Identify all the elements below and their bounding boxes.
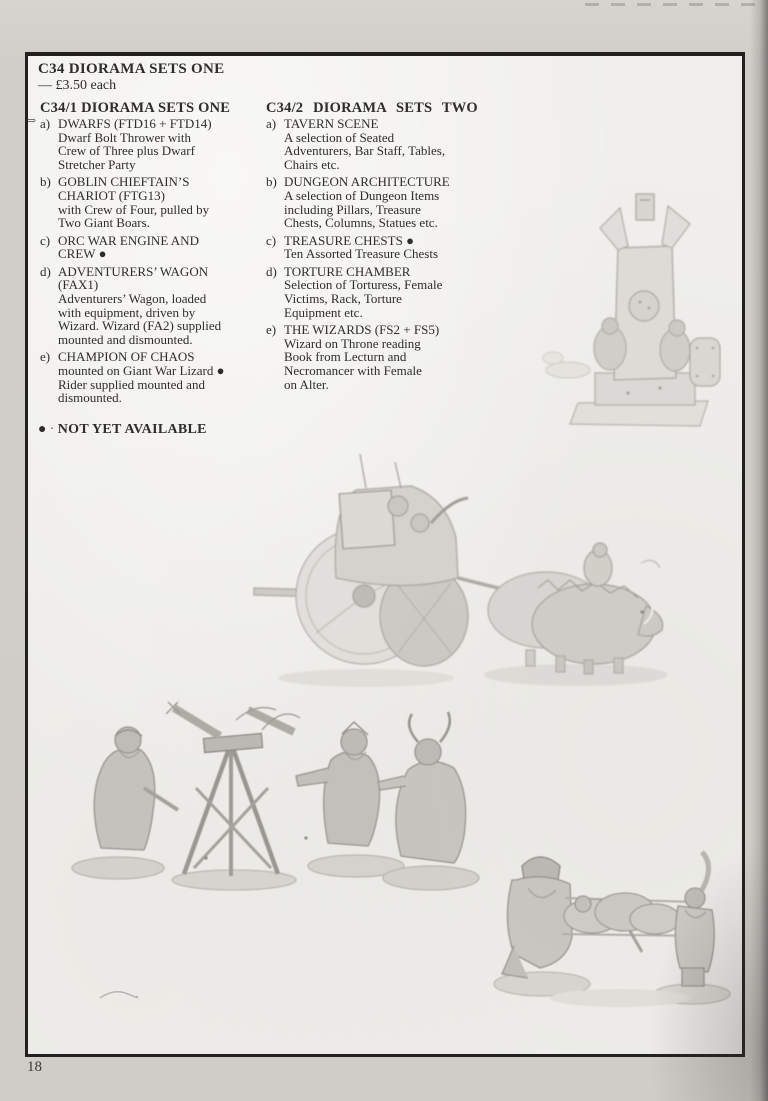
item-text	[284, 117, 516, 172]
item-label: b)	[40, 174, 51, 190]
goblin-chariot-boars-photo	[246, 428, 668, 700]
catalog-item	[266, 117, 516, 172]
item-label: c)	[266, 232, 277, 248]
item-label: e)	[266, 321, 277, 337]
item-label: c)	[40, 232, 51, 248]
item-text	[284, 323, 516, 392]
item-text	[58, 117, 262, 172]
item-text-line: Wizard on Throne reading	[284, 335, 421, 351]
item-text	[284, 234, 516, 261]
item-label: a)	[266, 116, 277, 131]
item-text	[284, 265, 516, 320]
item-label: b)	[266, 174, 277, 190]
item-text-line: CHAMPION OF CHAOS	[58, 349, 195, 365]
item-text-line: mounted and dismounted.	[58, 332, 193, 348]
dwarf-bolt-thrower-photo	[56, 688, 481, 893]
catalog-item	[40, 175, 262, 230]
item-label: d)	[266, 263, 277, 279]
wizard-throne-diorama-photo	[540, 188, 745, 434]
price-line: — £3.50 each	[38, 78, 117, 93]
item-text-line: including Pillars, Treasure	[284, 201, 421, 217]
item-text-line: TAVERN SCENE	[284, 116, 379, 131]
item-label: a)	[40, 116, 51, 131]
item-text-line: CREW ●	[58, 246, 107, 262]
pen-squiggle-artifact	[98, 984, 138, 1004]
item-text-line: ADVENTURERS’ WAGON	[58, 263, 209, 279]
item-text	[58, 350, 262, 405]
catalog-item	[266, 323, 516, 392]
item-list	[266, 117, 516, 391]
item-label: e)	[40, 349, 51, 365]
item-text-line: Book from Lecturn and	[284, 349, 407, 365]
item-text	[284, 175, 516, 230]
item-text-line: Necromancer with Female	[284, 362, 422, 378]
item-text	[58, 175, 262, 230]
column-c34-1	[40, 100, 262, 409]
column-heading: C34/2 DIORAMA SETS TWO	[266, 100, 478, 116]
availability-text: NOT YET AVAILABLE	[57, 422, 207, 437]
scan-artifact-top-edge	[585, 3, 755, 6]
page-border-box	[25, 52, 745, 1057]
item-text-line: Adventurers, Bar Staff, Tables,	[284, 143, 446, 159]
item-text-line: GOBLIN CHIEFTAIN’S	[58, 174, 190, 190]
catalog-item	[40, 117, 262, 172]
item-text-line: Chests, Columns, Statues etc.	[284, 215, 438, 231]
column-c34-2	[266, 100, 516, 395]
item-text	[58, 265, 262, 347]
item-text-line: TREASURE CHESTS ●	[284, 232, 414, 248]
item-text-line: DWARFS (FTD16 + FTD14)	[58, 116, 212, 131]
availability-note	[38, 422, 207, 438]
item-text-line: Rider supplied mounted and	[58, 376, 205, 392]
item-text-line: with Crew of Four, pulled by	[58, 201, 210, 217]
item-text-line: CHARIOT (FTG13)	[58, 188, 166, 204]
not-available-bullet-icon: ●	[38, 422, 47, 437]
item-text	[58, 234, 262, 261]
item-text-line: Crew of Three plus Dwarf	[58, 143, 195, 159]
margin-arrow-mark: ⇒	[27, 115, 37, 127]
column-heading: C34/1 DIORAMA SETS ONE	[40, 100, 231, 116]
item-list	[40, 117, 262, 405]
page-number: 18	[27, 1059, 42, 1075]
item-text-line: TORTURE CHAMBER	[284, 263, 411, 279]
item-text-line: Stretcher Party	[58, 157, 136, 173]
catalog-item	[40, 265, 262, 347]
item-text-line: ORC WAR ENGINE AND	[58, 232, 199, 248]
catalog-item	[266, 234, 516, 261]
item-text-line: mounted on Giant War Lizard ●	[58, 362, 225, 378]
catalog-item	[40, 234, 262, 261]
catalog-item	[40, 350, 262, 405]
item-text-line: Chairs etc.	[284, 157, 340, 173]
item-text-line: THE WIZARDS (FS2 + FS5)	[284, 321, 440, 337]
page-edge-shadow	[750, 0, 768, 1101]
item-text-line: Selection of Torturess, Female	[284, 277, 443, 293]
item-text-line: Equipment etc.	[284, 304, 363, 320]
item-text-line: (FAX1)	[58, 277, 99, 293]
item-text-line: Wizard. Wizard (FA2) supplied	[58, 318, 222, 334]
item-text-line: on Alter.	[284, 376, 329, 392]
item-text-line: Victims, Rack, Torture	[284, 290, 402, 306]
item-text-line: Adventurers’ Wagon, loaded	[58, 290, 207, 306]
item-text-line: with equipment, driven by	[58, 304, 196, 320]
item-text-line: dismounted.	[58, 390, 122, 406]
item-text-line: Dwarf Bolt Thrower with	[58, 129, 191, 145]
item-text-line: DUNGEON ARCHITECTURE	[284, 174, 450, 190]
page-title: C34 DIORAMA SETS ONE	[38, 61, 225, 77]
item-text-line: A selection of Seated	[284, 129, 395, 145]
item-text-line: Ten Assorted Treasure Chests	[284, 246, 439, 262]
item-label: d)	[40, 263, 51, 279]
item-text-line: Two Giant Boars.	[58, 215, 150, 231]
catalog-item	[266, 175, 516, 230]
separator-dot: ·	[49, 422, 55, 437]
catalog-item	[266, 265, 516, 320]
item-text-line: A selection of Dungeon Items	[284, 188, 440, 204]
